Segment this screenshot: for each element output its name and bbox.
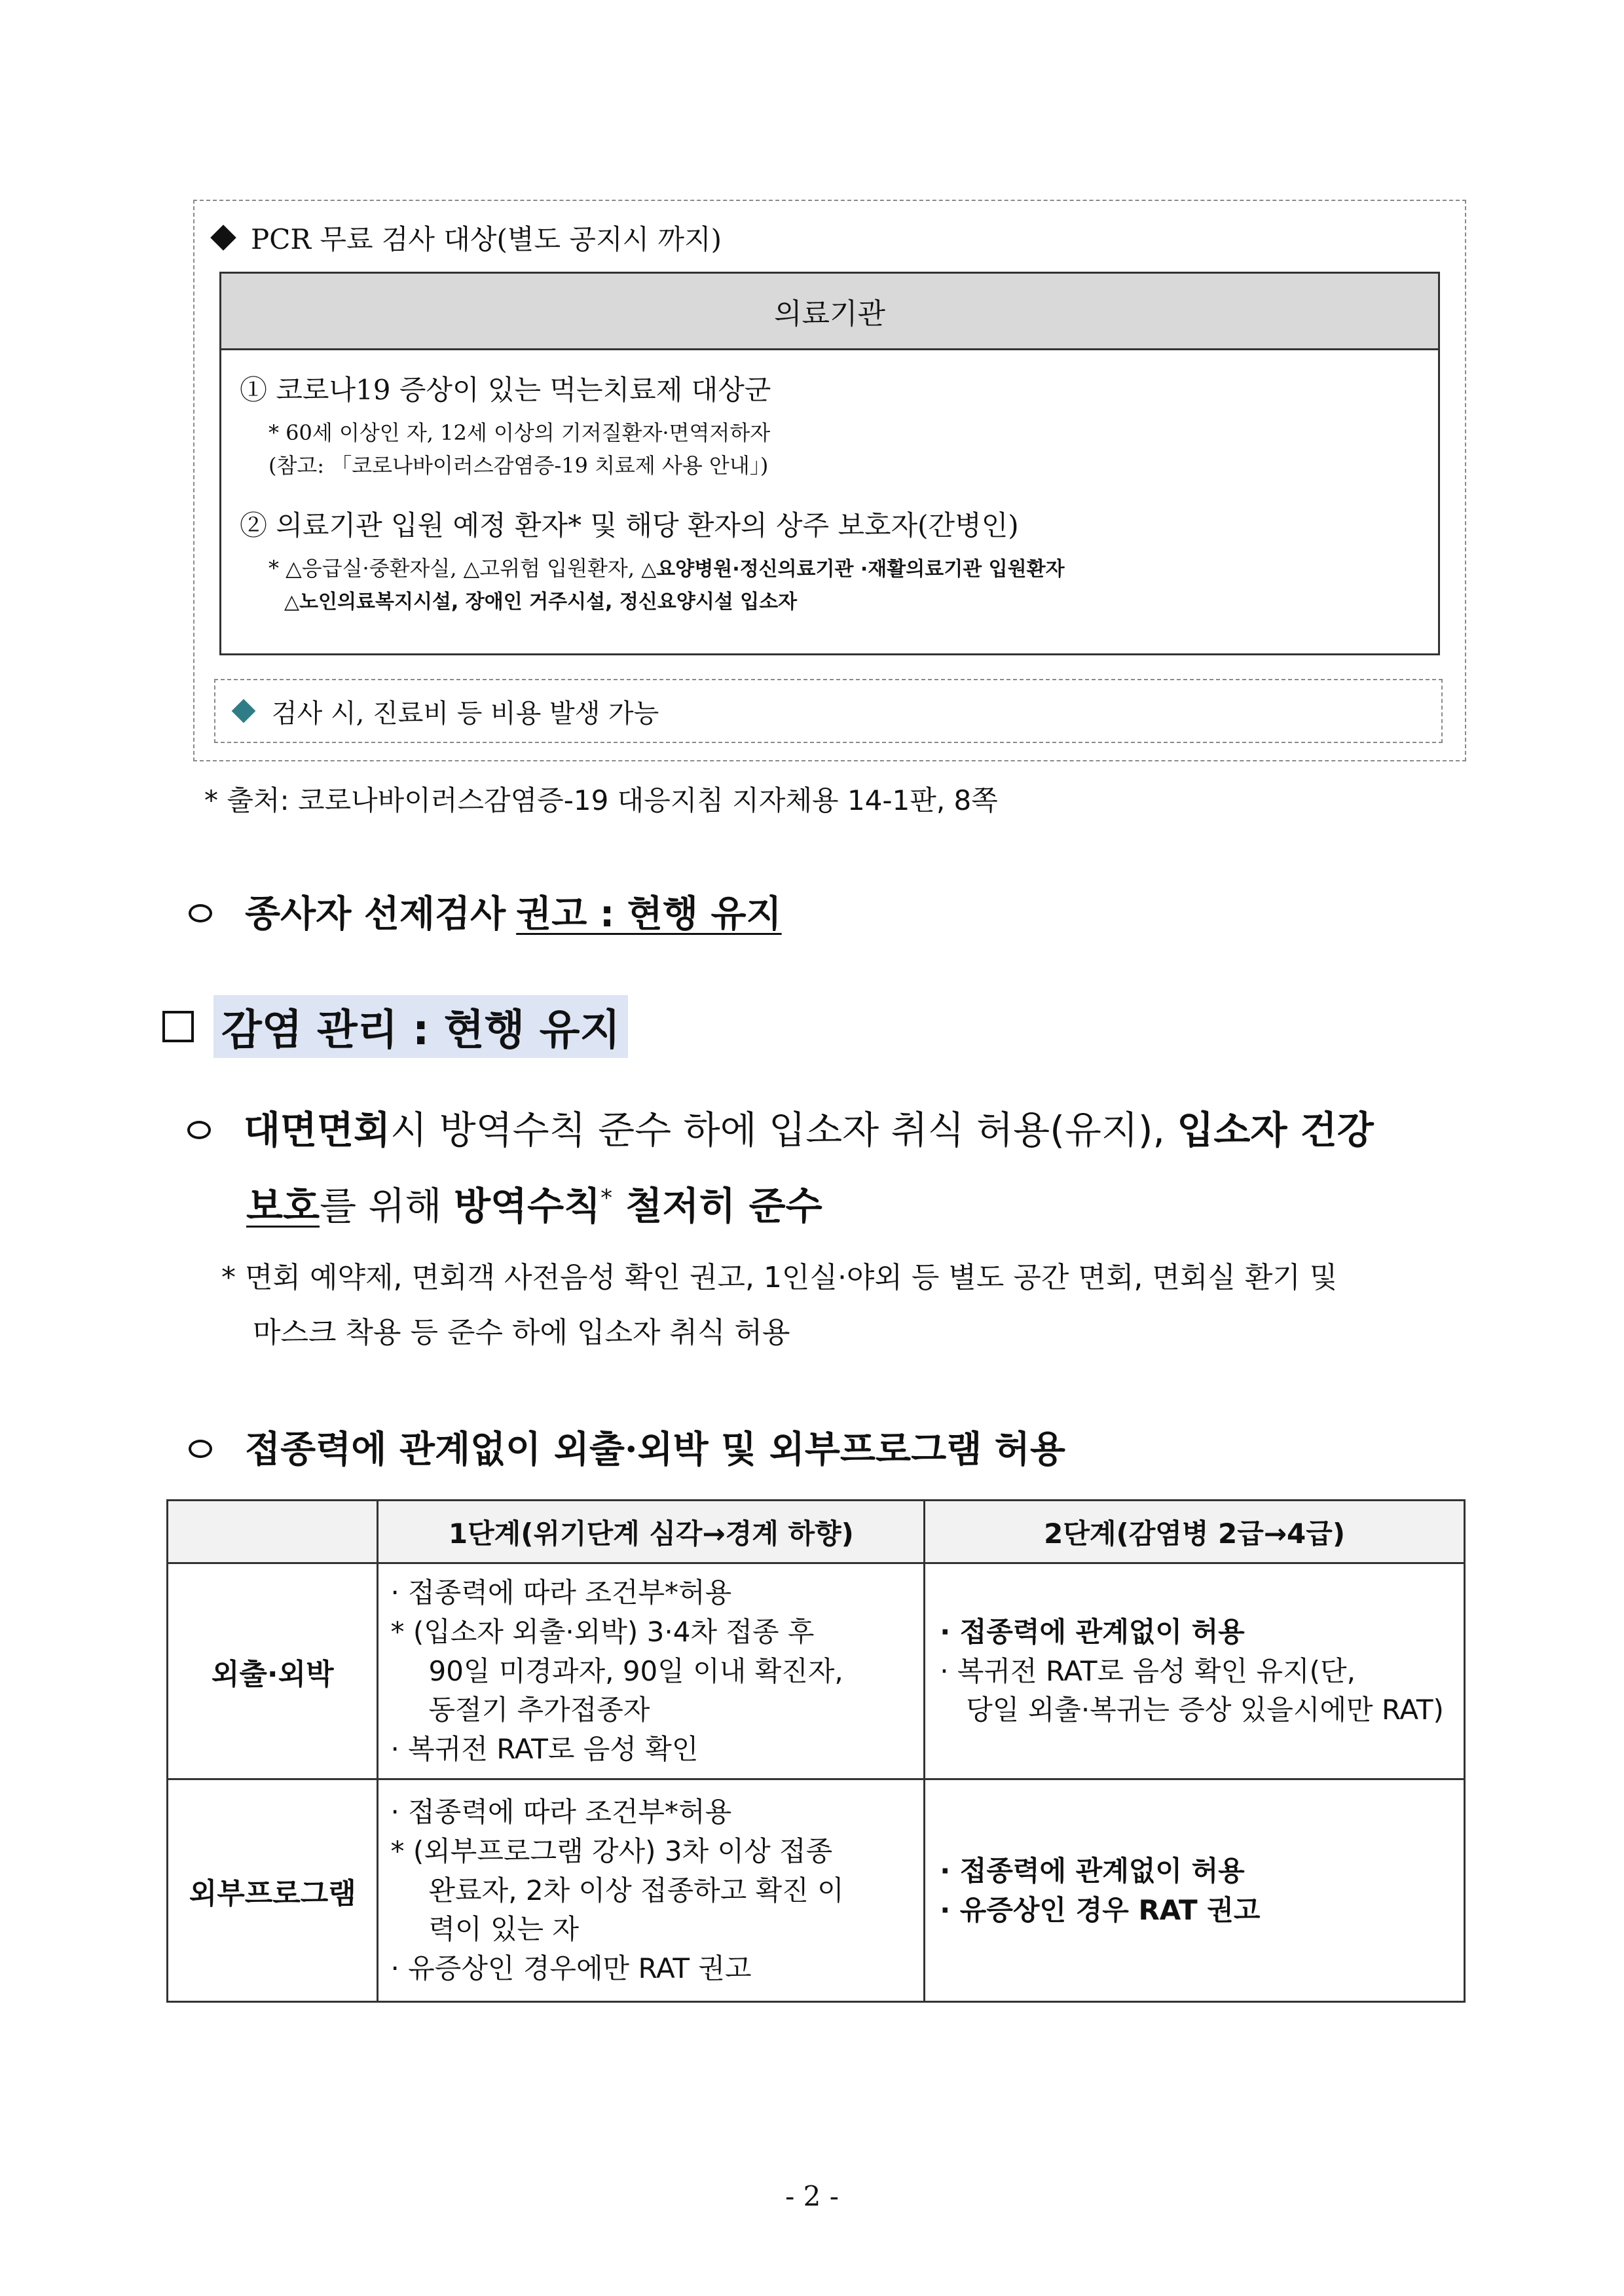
cell-line: * (외부프로그램 강사) 3차 이상 접종 — [390, 1835, 833, 1868]
cell-line: · 접종력에 따라 조건부*허용 — [390, 1576, 732, 1609]
square-bullet-icon — [162, 1011, 194, 1042]
table-cell — [378, 1563, 925, 1779]
visit-paragraph — [187, 1092, 1484, 1244]
visit-bold-1: 대면면회 — [244, 1108, 391, 1152]
infection-title: 감염 관리 : 현행 유지 — [213, 995, 628, 1058]
row-label-outing: 외출·외박 — [168, 1563, 378, 1779]
pcr-item-1-note: * 60세 이상인 자, 12세 이상의 기저질환자·면역저하자 — [268, 420, 771, 445]
pcr-item-2-note-b: △요양병원·정신의료기관 ·재활의료기관 입원환자 — [641, 558, 1065, 581]
table-col-stage-2: 2단계(감염병 2급→4급) — [925, 1501, 1465, 1563]
outing-line — [189, 1421, 1065, 1473]
diamond-bullet-icon — [210, 225, 236, 251]
outing-heading: 접종력에 관계없이 외출·외박 및 외부프로그램 허용 — [245, 1428, 1065, 1471]
infection-heading — [162, 995, 628, 1058]
pcr-item-1-title: ① 코로나19 증상이 있는 먹는치료제 대상군 — [240, 374, 771, 406]
cell-line: · 접종력에 관계없이 허용 — [940, 1616, 1245, 1649]
pcr-heading — [214, 218, 722, 257]
cell-line: · 접종력에 관계없이 허용 — [940, 1854, 1245, 1887]
pcr-item-2-title: ② 의료기관 입원 예정 환자* 및 해당 환자의 상주 보호자(간병인) — [240, 509, 1019, 542]
circle-bullet-icon — [187, 1121, 211, 1139]
cell-line: 력이 있는 자 — [428, 1913, 580, 1946]
table-cell — [378, 1779, 925, 2002]
staff-test-line — [189, 885, 782, 938]
cell-line: 90일 미경과자, 90일 이내 확진자, — [428, 1654, 843, 1687]
table-row — [168, 1563, 1465, 1779]
staff-test-underlined: 권고 : 현행 유지 — [516, 893, 782, 936]
visit-note-line-2: 마스크 착용 등 준수 하에 입소자 취식 허용 — [253, 1315, 790, 1349]
medical-institution-header: 의료기관 — [221, 274, 1438, 350]
pcr-item-2-note-a: * △응급실·중환자실, △고위험 입원환자, — [268, 556, 635, 581]
pcr-heading-text: PCR 무료 검사 대상(별도 공지시 까지) — [251, 223, 722, 255]
visit-bold-4: 방역수칙 — [454, 1184, 601, 1228]
pcr-item-1-reference: (참고: 「코로나바이러스감염증-19 치료제 사용 안내」) — [268, 452, 769, 478]
row-label-external-program: 외부프로그램 — [168, 1779, 378, 2002]
page-number: - 2 - — [785, 2180, 839, 2212]
cell-line: · 복귀전 RAT로 음성 확인 유지(단, — [940, 1654, 1356, 1687]
circle-bullet-icon — [189, 1440, 212, 1458]
circle-bullet-icon — [189, 904, 212, 922]
visit-text-1: 시 방역수칙 준수 하에 입소자 취식 허용(유지), — [390, 1108, 1177, 1152]
cell-line: · 유증상인 경우 RAT 권고 — [940, 1893, 1261, 1926]
table-row — [168, 1779, 1465, 2002]
pcr-item-2-note — [268, 553, 1420, 617]
teal-diamond-icon — [232, 699, 256, 723]
cell-line: · 접종력에 따라 조건부*허용 — [390, 1796, 732, 1829]
pcr-item-2-note-c: △노인의료복지시설, 장애인 거주시설, 정신요양시설 입소자 — [284, 590, 798, 613]
cost-notice-box — [214, 679, 1443, 743]
table-cell — [925, 1779, 1465, 2002]
table-col-stage-1: 1단계(위기단계 심각→경계 하향) — [378, 1501, 925, 1563]
cell-line: 완료자, 2차 이상 접종하고 확진 이 — [428, 1874, 844, 1906]
cell-line: * (입소자 외출·외박) 3·4차 접종 후 — [390, 1616, 815, 1649]
cost-notice-text: 검사 시, 진료비 등 비용 발생 가능 — [272, 698, 659, 729]
source-citation: * 출처: 코로나바이러스감염증-19 대응지침 지자체용 14-1판, 8쪽 — [204, 784, 998, 816]
visit-footnote-mark: * — [600, 1184, 613, 1212]
cell-line: · 유증상인 경우에만 RAT 권고 — [390, 1952, 752, 1984]
visit-note — [221, 1250, 1479, 1360]
visit-bold-3: 보호 — [246, 1184, 320, 1228]
table-corner-cell — [168, 1501, 378, 1563]
medical-institution-table — [219, 272, 1440, 655]
cell-line: 당일 외출·복귀는 증상 있을시에만 RAT) — [966, 1694, 1444, 1726]
cell-line: 동절기 추가접종자 — [428, 1694, 650, 1726]
visit-bold-2: 입소자 건강 — [1177, 1108, 1374, 1152]
table-cell — [925, 1563, 1465, 1779]
visit-text-2: 를 위해 — [320, 1184, 454, 1228]
cell-line: · 복귀전 RAT로 음성 확인 — [390, 1732, 699, 1765]
staff-test-prefix: 종사자 선제검사 — [245, 893, 506, 936]
visit-bold-5: 철저히 준수 — [612, 1184, 822, 1228]
policy-table — [166, 1499, 1466, 2003]
pcr-info-box — [193, 200, 1466, 761]
visit-note-line-1: * 면회 예약제, 면회객 사전음성 확인 권고, 1인실·야외 등 별도 공간 면회, 면회실 환기 및 — [221, 1261, 1338, 1294]
